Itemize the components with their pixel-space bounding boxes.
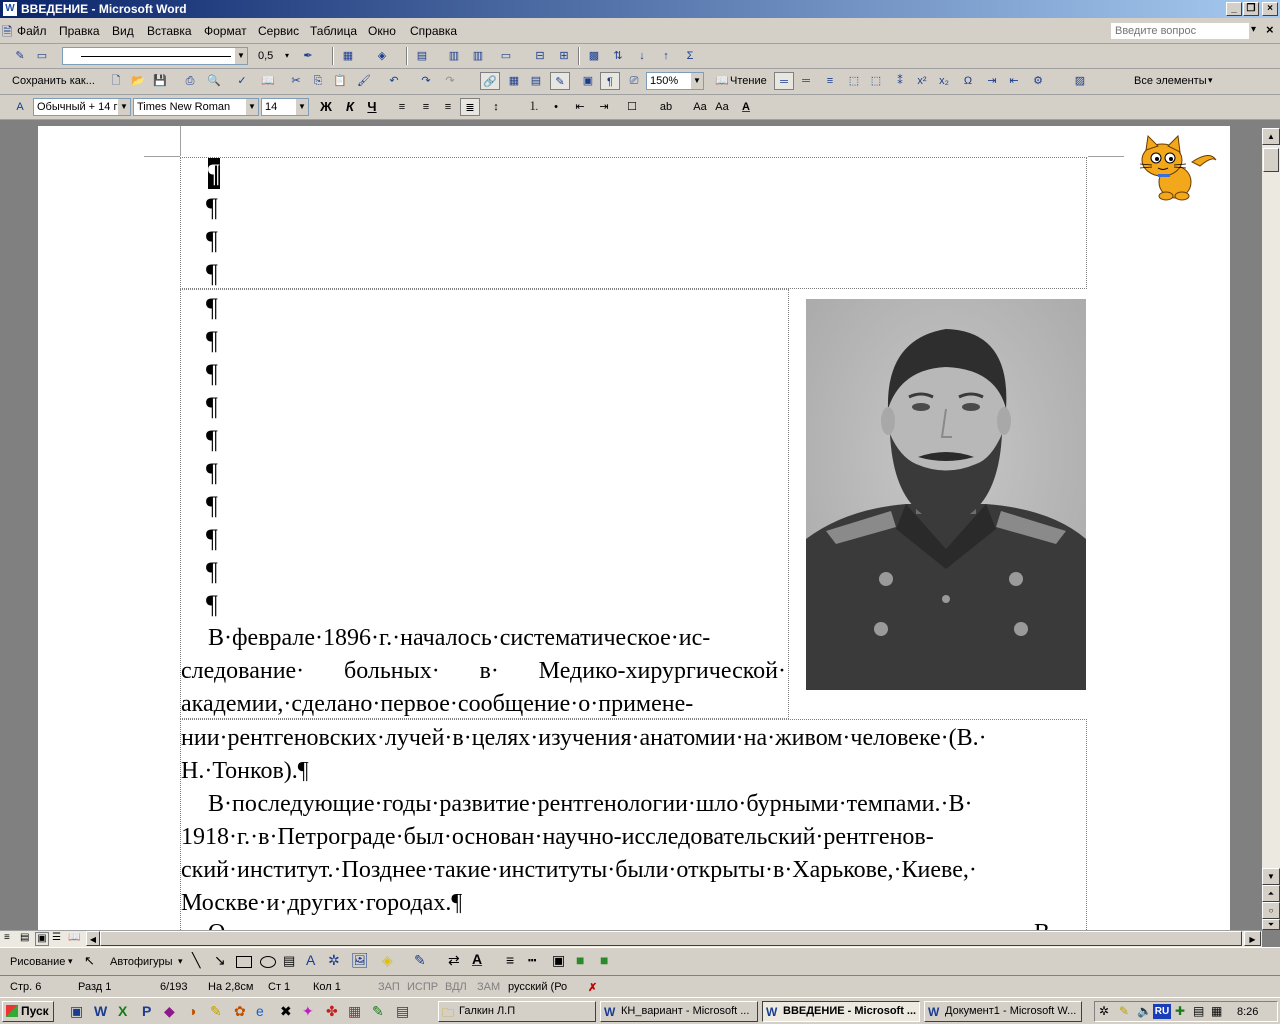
- line-weight-icon[interactable]: ≡: [506, 952, 515, 968]
- character-spacing-icon[interactable]: Aa: [715, 101, 729, 113]
- word-doc-icon: W: [928, 1005, 940, 1019]
- arrow-icon[interactable]: ↘: [214, 952, 226, 968]
- scroll-down-icon[interactable]: ▼: [1262, 868, 1280, 885]
- track-icon[interactable]: ⇤: [1009, 75, 1019, 87]
- pilcrow-mark: ¶: [206, 458, 218, 487]
- italic-button[interactable]: К: [346, 99, 354, 114]
- line-style-sample: [81, 56, 231, 57]
- quicklaunch-app-icon[interactable]: ▤: [396, 1003, 410, 1019]
- word-app-icon[interactable]: W: [3, 2, 17, 16]
- style-combo[interactable]: [33, 98, 131, 116]
- line-color-icon[interactable]: ✎: [414, 952, 426, 968]
- task-label: ВВЕДЕНИЕ - Microsoft ...: [783, 1005, 917, 1017]
- copy-icon[interactable]: ⎘: [313, 75, 323, 87]
- toolbar-separator: [332, 47, 334, 65]
- pilcrow-mark: ¶: [206, 293, 218, 322]
- task-label: Документ1 - Microsoft W...: [945, 1005, 1077, 1017]
- quicklaunch-powerpoint-icon[interactable]: ◑: [188, 1003, 197, 1019]
- task-button-active-word[interactable]: [762, 1001, 920, 1022]
- paragraph-line: академии,·сделано·первое·сообщение·о·примене-: [181, 691, 694, 717]
- start-button[interactable]: [2, 1001, 54, 1022]
- align-left-icon[interactable]: ≡: [398, 101, 406, 113]
- line-weight-value: 0,5: [258, 50, 274, 62]
- tray-icon[interactable]: ▤: [1193, 1004, 1205, 1018]
- word-doc-icon: W: [604, 1005, 616, 1019]
- document-icon[interactable]: 🗎: [2, 24, 13, 39]
- zoom-combo[interactable]: [646, 72, 704, 90]
- portrait-photo[interactable]: [806, 299, 1086, 690]
- status-column: Кол 1: [313, 981, 341, 993]
- print-preview-icon[interactable]: 🔍: [207, 75, 221, 87]
- scroll-up-icon[interactable]: ▲: [1262, 128, 1280, 145]
- tray-icon[interactable]: ✎: [1119, 1004, 1130, 1018]
- subscript-icon[interactable]: x₂: [939, 75, 949, 87]
- portrait-drawing: [806, 299, 1086, 690]
- read-book-icon[interactable]: 📖: [715, 75, 729, 87]
- table-cell-top[interactable]: [180, 157, 1087, 289]
- macros-icon[interactable]: ⚙: [1033, 75, 1043, 87]
- text-cursor: ¶: [208, 159, 220, 188]
- superscript-icon[interactable]: x²: [917, 75, 927, 87]
- standard-toolbar: [0, 69, 1280, 95]
- menu-file[interactable]: Файл: [17, 24, 47, 38]
- previous-page-icon[interactable]: ⏶: [1262, 885, 1280, 902]
- toolbar-separator: [406, 47, 408, 65]
- spelling-status-icon[interactable]: ✗: [588, 982, 598, 994]
- merge-cells-icon[interactable]: ▥: [448, 50, 460, 62]
- bullets-icon[interactable]: •: [554, 101, 558, 113]
- status-bar: [0, 975, 1280, 997]
- paragraph-line: нии·рентгеновских·лучей·в·целях·изучения·анатомии·на·живом·человеке·(В.·: [181, 725, 987, 751]
- menu-window[interactable]: Окно: [368, 24, 396, 38]
- style-value: Обычный + 14 г: [37, 101, 118, 113]
- insert-table-icon[interactable]: ▤: [416, 50, 428, 62]
- diagram-icon[interactable]: ✲: [328, 952, 340, 968]
- arrow-style-icon[interactable]: ▣: [552, 952, 566, 968]
- menu-table[interactable]: Таблица: [310, 24, 358, 38]
- folder-icon: 🗀: [442, 1006, 455, 1020]
- drawing-icon[interactable]: ✎: [550, 72, 570, 90]
- tables-borders-icon[interactable]: ▦: [508, 75, 520, 87]
- task-label: КН_вариант - Microsoft ...: [621, 1005, 750, 1017]
- insert-table-icon[interactable]: ▤: [530, 75, 542, 87]
- pilcrow-mark: ¶: [206, 557, 218, 586]
- menu-insert[interactable]: Вставка: [147, 24, 192, 38]
- decrease-indent-icon[interactable]: ⇤: [575, 101, 585, 113]
- character-scale-icon[interactable]: Aa: [693, 101, 707, 113]
- menu-edit[interactable]: Правка: [59, 24, 100, 38]
- line-spacing-icon[interactable]: ↕: [493, 101, 499, 113]
- tray-icon[interactable]: ▦: [1211, 1004, 1223, 1018]
- scroll-left-icon[interactable]: ◀: [86, 931, 100, 946]
- zoom-value: 150%: [650, 75, 679, 87]
- border-color-icon[interactable]: ✒: [303, 50, 313, 62]
- chevron-down-icon[interactable]: ▼: [118, 99, 130, 115]
- task-button-word-doc[interactable]: [600, 1001, 758, 1022]
- reading-layout-icon[interactable]: ⎚: [629, 75, 639, 87]
- help-search-input[interactable]: [1110, 22, 1250, 40]
- pilcrow-mark: ¶: [206, 392, 218, 421]
- pilcrow-mark: ¶: [206, 491, 218, 520]
- text-box-frame-icon[interactable]: ⬚: [870, 75, 882, 87]
- menu-view[interactable]: Вид: [112, 24, 134, 38]
- tables-borders-toolbar: [0, 44, 1280, 69]
- word-doc-icon: W: [766, 1005, 778, 1019]
- horizontal-scroll-thumb[interactable]: [100, 931, 1242, 946]
- all-elements-dropdown[interactable]: Все элементы: [1134, 75, 1207, 87]
- normal-view-icon[interactable]: ≡: [4, 932, 10, 943]
- chevron-down-icon[interactable]: ▼: [691, 73, 703, 89]
- font-size-value: 14: [265, 101, 278, 113]
- pilcrow-mark: ¶: [206, 326, 218, 355]
- insert-hyperlink-icon[interactable]: 🔗: [480, 72, 500, 90]
- repeat-icon[interactable]: ↷: [445, 75, 455, 87]
- split-cells-icon[interactable]: ▥: [472, 50, 484, 62]
- web-view-icon[interactable]: ▤: [20, 932, 30, 943]
- spelling-icon[interactable]: ✓: [237, 75, 247, 87]
- status-position: На 2,8см: [208, 981, 254, 993]
- paste-icon[interactable]: 📋: [333, 75, 347, 87]
- research-icon[interactable]: 📖: [261, 75, 275, 87]
- chevron-down-icon[interactable]: ▾: [1208, 75, 1213, 85]
- windows-logo-icon: [6, 1005, 18, 1017]
- margin-mark: [180, 126, 181, 156]
- language-indicator[interactable]: RU: [1154, 1006, 1170, 1017]
- task-pane-icon[interactable]: ▨: [1074, 75, 1086, 87]
- pilcrow-mark: ¶: [206, 193, 218, 222]
- distribute-columns-icon[interactable]: ⊞: [559, 50, 569, 62]
- fill-color-icon[interactable]: ◈: [382, 952, 393, 968]
- line-style-combo[interactable]: [62, 47, 248, 65]
- quicklaunch-publisher-icon[interactable]: P: [142, 1003, 152, 1019]
- margin-mark: [144, 156, 180, 157]
- format-painter-icon[interactable]: 🖌: [357, 75, 371, 87]
- font-size-combo[interactable]: [261, 98, 309, 116]
- reading-view-icon[interactable]: 📖: [68, 932, 81, 943]
- autosum-icon[interactable]: Σ: [686, 50, 694, 62]
- chevron-down-icon[interactable]: ▾: [281, 48, 293, 64]
- pilcrow-mark: ¶: [206, 259, 218, 288]
- status-overtype[interactable]: ЗАМ: [477, 981, 501, 993]
- volume-icon[interactable]: 🔈: [1137, 1004, 1152, 1018]
- align-right-icon[interactable]: ≡: [444, 101, 452, 113]
- quicklaunch-ie-icon[interactable]: e: [256, 1003, 264, 1019]
- text-box-icon[interactable]: ▤: [283, 953, 296, 968]
- task-button-word-doc[interactable]: [924, 1001, 1082, 1022]
- drawing-menu-button[interactable]: Рисование: [10, 956, 66, 968]
- paragraph-line: В·феврале·1896·г.·началось·систематическое·ис-: [208, 625, 711, 651]
- increase-indent-icon[interactable]: ⇥: [599, 101, 609, 113]
- tray-icon[interactable]: ✲: [1099, 1004, 1110, 1018]
- quicklaunch-app-icon[interactable]: ✎: [210, 1003, 222, 1019]
- horizontal-scrollbar[interactable]: [0, 930, 1262, 947]
- menu-tools[interactable]: Сервис: [258, 24, 300, 38]
- 3d-icon[interactable]: ■: [600, 952, 609, 968]
- menu-format[interactable]: Формат: [204, 24, 247, 38]
- font-color-icon[interactable]: A: [472, 951, 483, 967]
- shadow-icon[interactable]: ■: [576, 952, 585, 968]
- pilcrow-mark: ¶: [206, 226, 218, 255]
- menu-help[interactable]: Справка: [410, 24, 458, 38]
- quicklaunch-app-icon[interactable]: ✤: [326, 1003, 338, 1019]
- dash-style-icon[interactable]: ┅: [528, 952, 537, 968]
- draw-table-icon[interactable]: ✎: [15, 50, 25, 62]
- paragraph-line: 1918·г.·в·Петрограде·был·основан·научно-исследовательский·рентгенов-: [181, 824, 934, 850]
- pilcrow-mark: ¶: [206, 359, 218, 388]
- justify-icon[interactable]: ≣: [460, 98, 480, 116]
- window-title: ВВЕДЕНИЕ - Microsoft Word: [21, 2, 187, 16]
- select-objects-icon[interactable]: ↖: [84, 953, 95, 968]
- select-browse-object-icon[interactable]: ○: [1262, 902, 1280, 919]
- horizontal-line-icon[interactable]: ═: [802, 75, 810, 87]
- scroll-right-icon[interactable]: ▶: [1244, 931, 1261, 946]
- top-border-icon[interactable]: ═: [774, 72, 794, 90]
- paragraph-line: Москве·и·других·городах.¶: [181, 890, 463, 916]
- start-label: Пуск: [21, 1004, 49, 1018]
- quicklaunch-desktop-icon[interactable]: ▣: [70, 1003, 84, 1019]
- borders-icon[interactable]: ▦: [342, 50, 354, 62]
- frame-icon[interactable]: ⬚: [848, 75, 860, 87]
- menu-bar: [0, 18, 1280, 44]
- styles-pane-icon[interactable]: A: [16, 101, 24, 113]
- paragraph-line-partial: [1034, 917, 1050, 930]
- reading-button[interactable]: Чтение: [730, 75, 767, 87]
- formatting-toolbar: [0, 95, 1280, 120]
- line-icon[interactable]: ╲: [192, 952, 201, 968]
- open-folder-icon[interactable]: 📂: [131, 75, 145, 87]
- line-style-icon[interactable]: ⇄: [448, 952, 460, 968]
- quicklaunch-access-icon[interactable]: ◆: [164, 1003, 175, 1019]
- save-as-button[interactable]: Сохранить как...: [12, 75, 95, 87]
- quicklaunch-app-icon[interactable]: ✖: [280, 1003, 292, 1019]
- redo-icon[interactable]: ↷: [421, 75, 431, 87]
- text-direction-icon[interactable]: ⇅: [613, 50, 623, 62]
- outline-view-icon[interactable]: ☰: [52, 932, 61, 943]
- print-icon[interactable]: ⎙: [185, 75, 195, 87]
- clock[interactable]: 8:26: [1237, 1006, 1259, 1018]
- document-map-icon[interactable]: ▣: [582, 75, 594, 87]
- status-section: Разд 1: [78, 981, 112, 993]
- taskbar: [0, 997, 1280, 1024]
- chevron-down-icon[interactable]: ▼: [246, 99, 258, 115]
- paragraph-line: ский·институт.·Позднее·такие·институты·были·открыты·в·Харькове,·Киеве,·: [181, 857, 977, 883]
- status-language: русский (Ро: [508, 981, 568, 993]
- rectangle-icon[interactable]: [236, 956, 252, 968]
- font-value: Times New Roman: [137, 101, 231, 113]
- drawing-toolbar: [0, 947, 1280, 975]
- underline-button[interactable]: Ч: [367, 99, 377, 114]
- line-weight-combo[interactable]: [254, 47, 294, 65]
- highlight-icon[interactable]: ab: [659, 101, 673, 113]
- quicklaunch-app-icon[interactable]: ✿: [234, 1003, 246, 1019]
- close-document-button[interactable]: ×: [1266, 22, 1274, 37]
- save-icon[interactable]: 💾: [153, 75, 167, 87]
- pilcrow-mark: ¶: [206, 524, 218, 553]
- next-page-icon[interactable]: ⏷: [1262, 919, 1280, 930]
- undo-icon[interactable]: ↶: [389, 75, 399, 87]
- paragraph-line: следование· больных· в· Медико-хирургической·: [181, 658, 786, 684]
- title-bar: [0, 0, 1280, 18]
- show-formatting-icon[interactable]: ¶: [600, 72, 620, 90]
- vertical-scrollbar[interactable]: [1262, 128, 1280, 930]
- quicklaunch-app-icon[interactable]: ✦: [302, 1003, 314, 1019]
- numbering-icon[interactable]: ⒈: [528, 101, 540, 113]
- font-combo[interactable]: [133, 98, 259, 116]
- status-page: Стр. 6: [10, 981, 42, 993]
- task-label: Галкин Л.П: [459, 1005, 516, 1017]
- system-tray: [1094, 1001, 1278, 1022]
- status-record-macro[interactable]: ЗАП: [378, 981, 400, 993]
- symbols-icon[interactable]: ⁑: [897, 75, 903, 87]
- cut-icon[interactable]: ✂: [291, 75, 301, 87]
- bold-button[interactable]: Ж: [320, 99, 332, 114]
- status-extend[interactable]: ВДЛ: [445, 981, 467, 993]
- quicklaunch-excel-icon[interactable]: X: [118, 1003, 128, 1019]
- chevron-down-icon[interactable]: ▾: [68, 956, 73, 966]
- status-line: Ст 1: [268, 981, 291, 993]
- new-document-icon[interactable]: 🗋: [111, 75, 121, 87]
- office-assistant-cat[interactable]: [1130, 132, 1220, 202]
- chevron-down-icon[interactable]: ▾: [178, 956, 183, 966]
- paragraph-line: Н.·Тонков).¶: [181, 758, 309, 784]
- table-autoformat-icon[interactable]: ▩: [588, 50, 600, 62]
- cat-icon: [1130, 132, 1220, 202]
- distribute-rows-icon[interactable]: ⊟: [535, 50, 545, 62]
- pilcrow-mark: ¶: [206, 590, 218, 619]
- scroll-thumb[interactable]: [1263, 148, 1279, 172]
- minimize-button[interactable]: _: [1226, 2, 1242, 16]
- align-cell-icon[interactable]: ▭: [500, 50, 512, 62]
- paragraph-line: В·последующие·годы·развитие·рентгенологии·шло·бурными·темпами.·В·: [208, 791, 973, 817]
- chevron-down-icon[interactable]: ▼: [296, 99, 308, 115]
- sort-ascending-icon[interactable]: ↓: [639, 50, 645, 62]
- sort-descending-icon[interactable]: ↑: [663, 50, 669, 62]
- pilcrow-mark: ¶: [206, 425, 218, 454]
- outside-border-icon[interactable]: ☐: [627, 101, 637, 113]
- clip-art-icon[interactable]: 🖼: [351, 952, 369, 968]
- comment-icon[interactable]: ⇥: [987, 75, 997, 87]
- chevron-down-icon[interactable]: ▼: [235, 48, 247, 64]
- tray-icon[interactable]: ✚: [1175, 1004, 1186, 1018]
- task-button-folder[interactable]: [438, 1001, 596, 1022]
- shading-icon[interactable]: ◈: [377, 50, 387, 62]
- help-dropdown-icon[interactable]: ▾: [1251, 24, 1257, 35]
- double-line-icon[interactable]: ≡: [826, 75, 834, 87]
- autoshapes-menu-button[interactable]: Автофигуры: [110, 956, 173, 968]
- toolbar-separator: [578, 47, 580, 65]
- quicklaunch-app-icon[interactable]: ✎: [372, 1003, 384, 1019]
- close-button[interactable]: ×: [1262, 2, 1278, 16]
- quicklaunch-word-icon[interactable]: W: [94, 1003, 108, 1019]
- restore-button[interactable]: ❐: [1243, 2, 1259, 16]
- margin-mark: [1088, 156, 1124, 157]
- print-layout-icon[interactable]: ▣: [35, 932, 49, 946]
- insert-symbol-icon[interactable]: Ω: [963, 75, 973, 87]
- font-color-button[interactable]: A: [742, 101, 750, 113]
- status-page-count: 6/193: [160, 981, 188, 993]
- align-center-icon[interactable]: ≡: [422, 101, 430, 113]
- quicklaunch-app-icon[interactable]: ▦: [348, 1003, 362, 1019]
- oval-icon[interactable]: [260, 956, 276, 968]
- paragraph-line-partial: [208, 917, 225, 930]
- wordart-icon[interactable]: A: [306, 952, 316, 968]
- status-track-changes[interactable]: ИСПР: [407, 981, 439, 993]
- eraser-icon[interactable]: ▭: [36, 50, 48, 62]
